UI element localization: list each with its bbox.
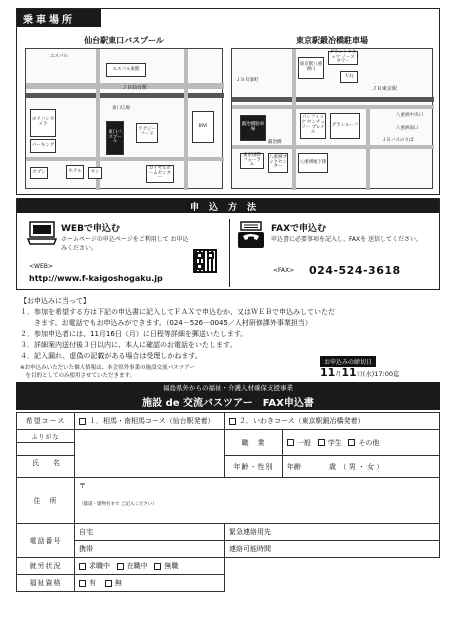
deadline-box [320,356,438,378]
employment-options: 求職中 在職中 無職 [75,558,225,575]
form-subtitle: 福島県外からの福祉・介護人材確保支援事業 [163,384,293,392]
map-tokyo-parking: 鍛冶橋駐車場 [240,115,266,141]
map-tokyo-label-station: ＪＲ東京駅 [372,86,398,92]
address-note: （都道・建物名まで ご記入ください） [79,502,157,507]
map-tokyo-block-underground: 八重洲地下街 [298,153,328,173]
job-general-checkbox[interactable] [287,439,294,446]
home-phone-field[interactable]: 自宅 [75,524,225,541]
employment-label: 就労状況 [17,558,75,575]
notes-section [20,296,440,379]
fax-number: 024-524-3618 [309,264,401,277]
notes-item: ４．記入漏れ、虚偽の記載がある場合は受理しかねます。 [20,352,202,360]
job-label: 職 業 [225,430,283,456]
map-tokyo-label-kajibashi: 鍛冶橋 [268,140,282,145]
map-sendai-label-plaza: 東口広場 [112,106,130,111]
map-sendai-block-sun: サン [88,167,102,179]
map-tokyo-label-yurakucho: ＪＲ有楽町 [236,78,259,83]
name-label: 氏 名 [32,459,60,467]
notes-heading: 【お申込みに当って】 [20,297,90,305]
deadline-month: 11 [320,366,336,379]
notes-item: ２．参加申込者には、11月16日（月）に日程等詳細を郵送いたします。 [20,330,248,338]
map-sendai-block-bivi: BIVI [192,111,214,143]
course-label: 希望コース [17,413,75,430]
map-sendai-block-parking: パーキング [30,139,56,153]
employment-seeking-checkbox[interactable] [79,563,86,570]
deadline-date [320,366,399,379]
map-tokyo-block-yaesu: 東京駅八重洲口 [298,57,324,79]
map-tokyo-area [231,48,433,189]
apply-header [17,199,439,213]
map-tokyo-block-bookcenter: 八重洲ブックセンター [268,153,288,173]
map-tokyo-label-south: 八重洲南口 [396,126,419,131]
age-field[interactable]: 年齢 歳 （ 男 ・ 女 ） [283,456,440,478]
map-sendai-label-station: ＪＲ仙台駅 [122,85,148,91]
course-2-checkbox[interactable] [229,418,236,425]
map-tokyo-label-central: 八重洲中央口 [396,113,423,118]
notes-item: きます。お電話でもお申込みができます。（024－526－0045／人材研修課外事業担当） [20,319,312,327]
map-sendai-block-seven: セブン [30,167,48,179]
map-sendai-area [25,48,223,189]
map-tokyo-block-pacific: パシフィック センチュリー プレイス [300,113,326,139]
notes-item: ３．詳細案内送付後３日以内に、本人に確認のお電話をいたします。 [20,341,237,349]
deadline-rest: (水)17:00迄 [362,370,400,378]
reachable-time-field[interactable]: 連絡可能時間 [225,541,440,558]
boarding-section [16,8,440,195]
qualification-options: 有 無 [75,575,225,592]
fax-label: <FAX> [273,267,295,274]
map-tokyo-block-daimaru: 大丸 [340,71,358,83]
map-sendai-busstop: 東口バスプール [106,121,124,155]
map-tokyo-block-granroof: グランルーフ [330,113,360,139]
qualification-yes-checkbox[interactable] [79,580,86,587]
web-text: ホームページの申込ページをご利用して お申込みください。 [61,236,189,252]
web-title: WEBで申込む [61,224,120,234]
emergency-contact-field[interactable]: 緊急連絡用先 [225,524,440,541]
map-tokyo [231,35,433,189]
course-option-2[interactable]: ２．いわきコース（東京駅鍛冶橋発着） [225,413,440,430]
fax-title: FAXで申込む [271,224,327,234]
web-label: <WEB> [29,263,53,270]
map-sendai-title: 仙台駅東口バスプール [84,36,164,45]
map-sendai-block-hotel: ホテル [66,165,84,179]
privacy-note: ※お申込みいただいた個人情報は、本会県外事業の施設交流バスツアー [20,365,195,371]
map-sendai-label-espal: エスパル [50,54,68,59]
deadline-sep-month: 月 [335,371,342,378]
deadline-day: 11 [341,366,357,379]
boarding-header [17,9,101,27]
map-tokyo-title: 東京駅鍛冶橋駐車場 [296,36,368,45]
form-title: 施設 de 交流バスツアー FAX申込書 [142,398,314,409]
phone-label: 電話番号 [17,524,75,558]
mobile-phone-field[interactable]: 携帯 [75,541,225,558]
job-student-checkbox[interactable] [318,439,325,446]
employment-employed-checkbox[interactable] [117,563,124,570]
computer-icon [27,221,57,245]
employment-none-checkbox[interactable] [154,563,161,570]
map-sendai-block-yodobashi: ヨドバシカメラ [30,109,56,137]
map-tokyo-block-north: グラントウキョウ ノースタワー [329,49,357,65]
map-sendai-block-lazy: ラグジーフード [136,123,158,143]
notes-item: １．参加を希望する方は下記の申込書に記入してＦＡＸで申込むか、又はＷＥＢで申込みしていただ [20,308,335,316]
fax-apply [235,219,435,287]
form-header [16,382,440,410]
privacy-note: を目的としてのみ使用させていただきます。 [20,373,136,379]
web-apply [25,219,221,287]
address-label: 住 所 [17,478,75,524]
postal-mark: 〒 [79,482,86,490]
boarding-title: 乗車場所 [23,14,75,26]
course-1-checkbox[interactable] [79,418,86,425]
map-sendai-block-royal: ロイヤルホームセンター [146,165,174,183]
fax-icon [237,221,265,249]
application-form [16,412,440,592]
qualification-no-checkbox[interactable] [105,580,112,587]
job-options: 一般 学生 その他 [283,430,440,456]
age-label: 年齢・性別 [225,456,283,478]
map-sendai-block-espal-east: エスパル東館 [106,63,146,77]
furigana-label: ふりがな [17,430,75,443]
deadline-label: お申込みの締切日 [320,356,376,367]
qualification-label: 福祉資格 [17,575,75,592]
deadline-sep-day: 日 [356,371,363,378]
address-field[interactable] [75,478,440,524]
map-tokyo-block-forum: 東京国際フォーラム [240,153,264,169]
qr-code-icon [193,249,217,273]
apply-title: 申込方法 [189,202,266,213]
apply-section [16,198,440,290]
job-other-checkbox[interactable] [348,439,355,446]
map-tokyo-label-jrbus: ＪＲバスのりば [382,138,414,143]
map-sendai [25,35,223,189]
fax-text: 申込書に必要事項を記入し、FAXを 送信してください。 [271,236,423,243]
web-url[interactable]: http://www.f-kaigoshogaku.jp [29,274,163,283]
course-option-1[interactable]: １．相馬・南相馬コース（仙台駅発着） [75,413,225,430]
